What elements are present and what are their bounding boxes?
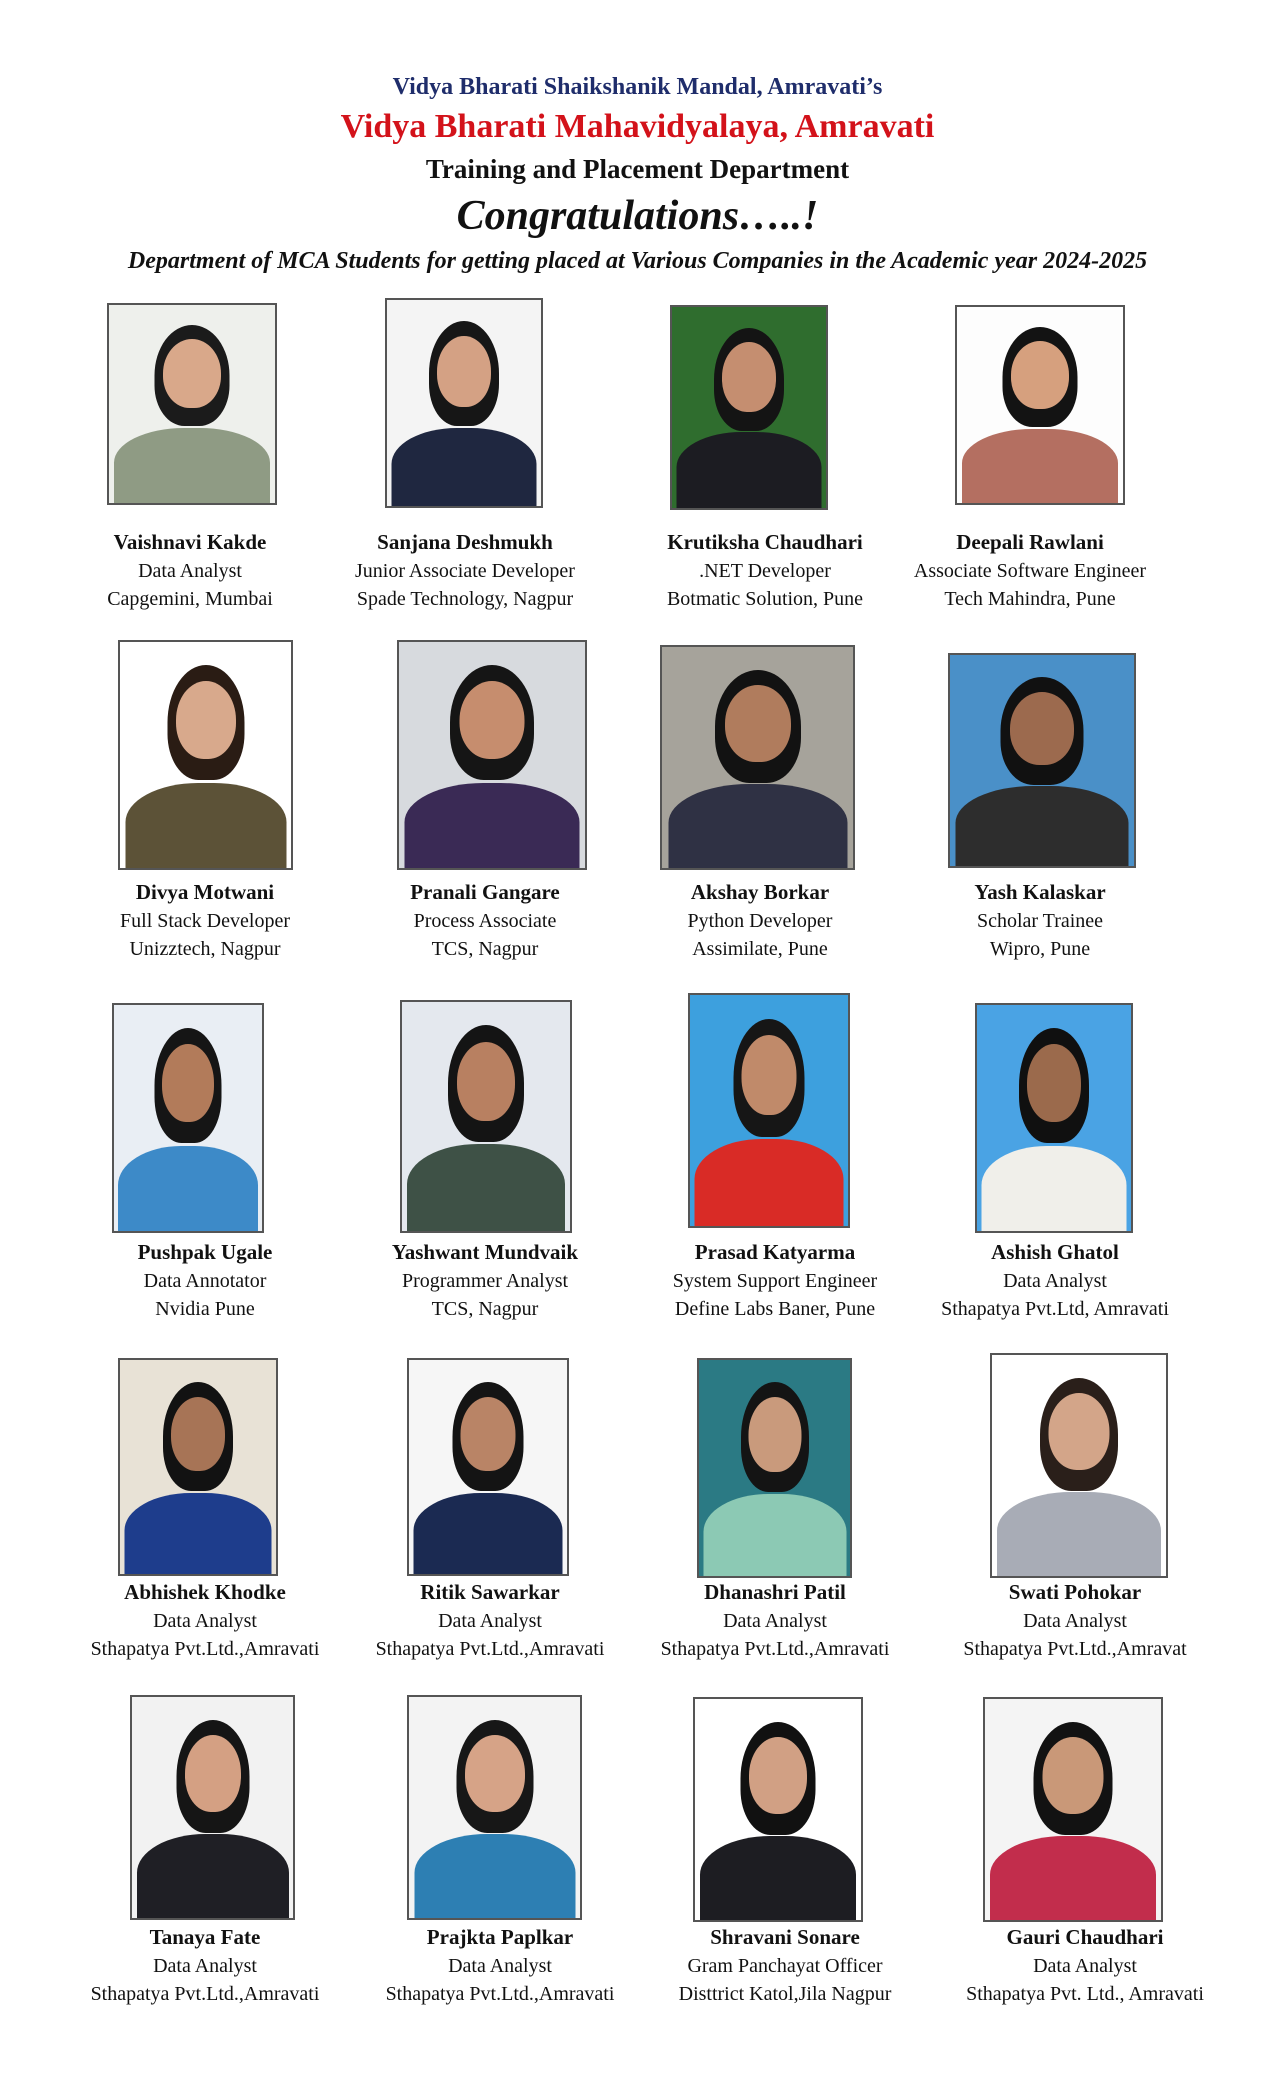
student-role: Programmer Analyst [401, 1270, 569, 1292]
student-name: Swati Pohokar [1008, 1580, 1142, 1604]
student-name: Prajkta Paplkar [426, 1925, 574, 1949]
student-name: Shravani Sonare [710, 1925, 860, 1949]
department-name: Training and Placement Department [425, 154, 850, 184]
student-role: Data Analyst [723, 1610, 827, 1632]
student-photo [130, 1695, 295, 1920]
student-role: Data Analyst [438, 1610, 542, 1632]
student-name: Pushpak Ugale [137, 1240, 273, 1264]
student-name: Gauri Chaudhari [1006, 1925, 1164, 1949]
student-role: Gram Panchayat Officer [687, 1955, 883, 1977]
student-company: Capgemini, Mumbai [107, 588, 273, 610]
student-name: Dhanashri Patil [704, 1580, 846, 1604]
student-name: Ashish Ghatol [991, 1240, 1119, 1264]
student-company: Sthapatya Pvt. Ltd., Amravati [966, 1983, 1204, 2005]
student-company: Sthapatya Pvt.Ltd.,Amravati [90, 1983, 320, 2005]
student-role: Data Annotator [143, 1270, 267, 1292]
student-company: Sthapatya Pvt.Ltd.,Amravat [963, 1638, 1187, 1660]
student-company: TCS, Nagpur [431, 1298, 539, 1320]
student-photo [660, 645, 855, 870]
student-role: Scholar Trainee [976, 910, 1104, 932]
student-role: Associate Software Engineer [913, 560, 1147, 582]
student-name: Abhishek Khodke [124, 1580, 286, 1604]
student-photo [990, 1353, 1168, 1578]
student-photo [948, 653, 1136, 868]
student-photo [688, 993, 850, 1228]
student-company: Sthapatya Pvt.Ltd.,Amravati [385, 1983, 615, 2005]
student-photo [385, 298, 543, 508]
student-photo [975, 1003, 1133, 1233]
student-company: Sthapatya Pvt.Ltd, Amravati [941, 1298, 1169, 1320]
student-photo [693, 1697, 863, 1922]
student-role: Process Associate [413, 910, 557, 932]
student-company: Botmatic Solution, Pune [666, 588, 864, 610]
student-name: Sanjana Deshmukh [377, 530, 553, 554]
student-name: Akshay Borkar [690, 880, 830, 904]
student-role: System Support Engineer [672, 1270, 878, 1292]
student-role: Data Analyst [1003, 1270, 1107, 1292]
student-photo [118, 1358, 278, 1576]
student-name: Deepali Rawlani [956, 530, 1104, 554]
congratulations-heading: Congratulations…..! [456, 193, 819, 239]
student-role: Junior Associate Developer [355, 560, 575, 582]
student-name: Tanaya Fate [149, 1925, 261, 1949]
student-role: Python Developer [687, 910, 833, 932]
student-role: .NET Developer [699, 560, 831, 582]
student-photo [983, 1697, 1163, 1922]
college-name: Vidya Bharati Mahavidyalaya, Amravati [340, 108, 935, 145]
student-name: Vaishnavi Kakde [113, 530, 267, 554]
student-name: Yash Kalaskar [974, 880, 1106, 904]
student-photo [670, 305, 828, 510]
subtitle: Department of MCA Students for getting placed at Various Companies in the Academic year 2024-2025 [127, 248, 1148, 274]
student-name: Krutiksha Chaudhari [667, 530, 863, 554]
student-company: Disttrict Katol,Jila Nagpur [678, 1983, 892, 2005]
student-company: Nvidia Pune [155, 1298, 255, 1320]
student-company: Tech Mahindra, Pune [944, 588, 1116, 610]
student-photo [955, 305, 1125, 505]
student-company: Sthapatya Pvt.Ltd.,Amravati [375, 1638, 605, 1660]
student-company: Sthapatya Pvt.Ltd.,Amravati [90, 1638, 320, 1660]
student-company: Sthapatya Pvt.Ltd.,Amravati [660, 1638, 890, 1660]
student-name: Divya Motwani [135, 880, 275, 904]
student-company: TCS, Nagpur [431, 938, 539, 960]
student-name: Pranali Gangare [410, 880, 560, 904]
student-photo [112, 1003, 264, 1233]
student-photo [107, 303, 277, 505]
student-role: Data Analyst [1023, 1610, 1127, 1632]
student-role: Data Analyst [138, 560, 242, 582]
student-name: Prasad Katyarma [694, 1240, 856, 1264]
student-company: Define Labs Baner, Pune [674, 1298, 876, 1320]
student-name: Ritik Sawarkar [420, 1580, 560, 1604]
student-photo [407, 1695, 582, 1920]
student-company: Assimilate, Pune [692, 938, 828, 960]
student-role: Data Analyst [153, 1610, 257, 1632]
student-company: Wipro, Pune [989, 938, 1091, 960]
student-company: Spade Technology, Nagpur [356, 588, 574, 610]
society-name: Vidya Bharati Shaikshanik Mandal, Amravati’s [392, 74, 883, 100]
student-role: Data Analyst [448, 1955, 552, 1977]
student-photo [697, 1358, 852, 1578]
student-role: Full Stack Developer [120, 910, 290, 932]
student-photo [118, 640, 293, 870]
student-role: Data Analyst [1033, 1955, 1137, 1977]
student-role: Data Analyst [153, 1955, 257, 1977]
student-photo [407, 1358, 569, 1576]
student-photo [400, 1000, 572, 1233]
student-name: Yashwant Mundvaik [391, 1240, 579, 1264]
student-photo [397, 640, 587, 870]
student-company: Unizztech, Nagpur [129, 938, 281, 960]
